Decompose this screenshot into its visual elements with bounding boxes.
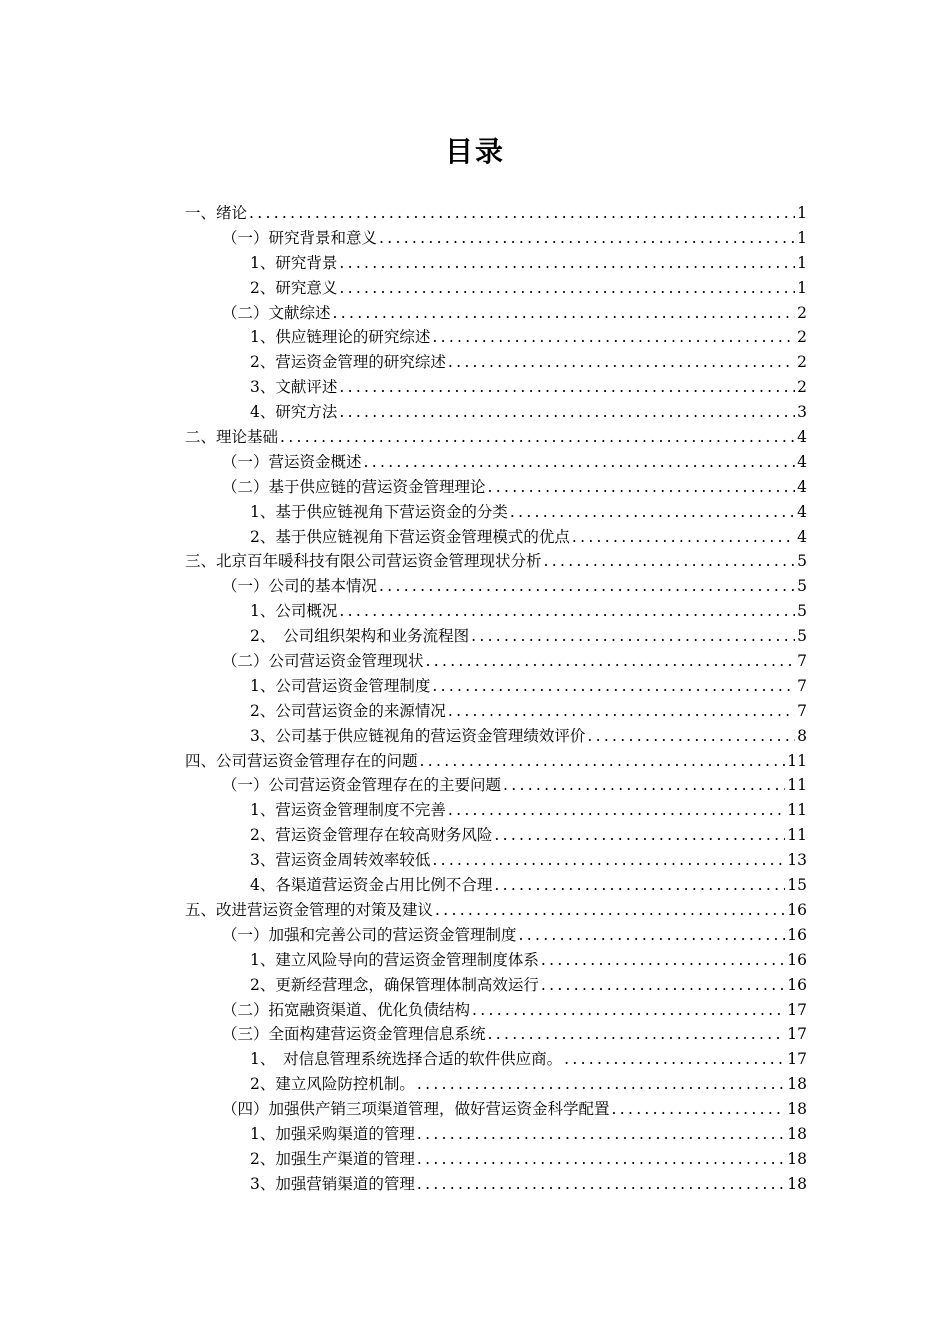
- toc-entry[interactable]: [185, 226, 807, 251]
- toc-entry-page-number: 18: [787, 1174, 807, 1193]
- dot-leader: [612, 1097, 786, 1122]
- toc-entry-label: 三、北京百年暖科技有限公司营运资金管理现状分析: [185, 552, 542, 571]
- toc-entry[interactable]: [185, 724, 807, 749]
- toc-entry-page-number: 5: [797, 552, 807, 571]
- toc-entry-page-number: 1: [797, 228, 807, 247]
- toc-entry-page-number: 11: [787, 751, 807, 770]
- toc-entry-label: （一）加强和完善公司的营运资金管理制度: [222, 925, 517, 944]
- toc-entry-label: 1、公司概况: [250, 602, 338, 621]
- toc-entry-label: （一）公司的基本情况: [222, 577, 378, 596]
- toc-entry-label: （一）研究背景和意义: [222, 228, 378, 247]
- toc-entry[interactable]: [185, 1022, 807, 1047]
- toc-entry-label: （二）拓宽融资渠道、优化负债结构: [222, 1000, 471, 1019]
- toc-entry-page-number: 16: [787, 925, 807, 944]
- dot-leader: [432, 848, 785, 873]
- toc-entry-page-number: 11: [787, 776, 807, 795]
- toc-entry[interactable]: [185, 276, 807, 301]
- toc-entry[interactable]: [185, 624, 807, 649]
- dot-leader: [448, 350, 795, 375]
- toc-entry-label: 2、基于供应链视角下营运资金管理模式的优点: [250, 527, 570, 546]
- toc-entry-page-number: 16: [787, 975, 807, 994]
- toc-entry-page-number: 5: [797, 602, 807, 621]
- toc-entry-label: 五、改进营运资金管理的对策及建议: [185, 900, 434, 919]
- dot-leader: [379, 226, 795, 251]
- toc-entry-page-number: 4: [797, 452, 807, 471]
- toc-entry-label: 1、营运资金管理制度不完善: [250, 801, 446, 820]
- page-title: 目录: [444, 135, 505, 168]
- toc-entry[interactable]: [185, 1122, 807, 1147]
- dot-leader: [488, 475, 796, 500]
- toc-entry[interactable]: [185, 798, 807, 823]
- toc-entry-page-number: 5: [797, 627, 807, 646]
- toc-entry[interactable]: [185, 400, 807, 425]
- toc-entry-page-number: 7: [797, 701, 807, 720]
- dot-leader: [564, 1047, 785, 1072]
- toc-entry[interactable]: [185, 251, 807, 276]
- toc-entry-label: 2、加强生产渠道的管理: [250, 1149, 415, 1168]
- dot-leader: [587, 724, 795, 749]
- toc-entry[interactable]: [185, 823, 807, 848]
- dot-leader: [364, 450, 796, 475]
- toc-entry-page-number: 4: [797, 428, 807, 447]
- dot-leader: [339, 251, 795, 276]
- toc-entry[interactable]: [185, 1147, 807, 1172]
- toc-entry-label: 2、研究意义: [250, 278, 338, 297]
- dot-leader: [417, 1172, 785, 1197]
- toc-entry-label: 2、营运资金管理的研究综述: [250, 353, 446, 372]
- toc-entry-page-number: 15: [787, 876, 807, 895]
- toc-entry[interactable]: [185, 749, 807, 774]
- dot-leader: [432, 325, 795, 350]
- toc-entry-label: 1、公司营运资金管理制度: [250, 676, 431, 695]
- toc-entry-label: （一）营运资金概述: [222, 452, 362, 471]
- toc-entry-page-number: 4: [797, 477, 807, 496]
- toc-entry-page-number: 11: [787, 826, 807, 845]
- toc-entry-label: 2、更新经营理念，确保管理体制高效运行: [250, 975, 539, 994]
- toc-entry-label: 1、 对信息管理系统选择合适的软件供应商。: [250, 1050, 563, 1069]
- toc-entry[interactable]: [185, 1097, 807, 1122]
- toc-entry-page-number: 2: [797, 353, 807, 372]
- toc-entry-page-number: 18: [787, 1100, 807, 1119]
- dot-leader: [435, 898, 785, 923]
- toc-entry[interactable]: [185, 699, 807, 724]
- toc-entry-label: 3、营运资金周转效率较低: [250, 851, 431, 870]
- toc-entry-page-number: 17: [787, 1000, 807, 1019]
- toc-entry-page-number: 18: [787, 1075, 807, 1094]
- toc-entry-page-number: 18: [787, 1124, 807, 1143]
- dot-leader: [448, 798, 785, 823]
- toc-entry-label: （二）基于供应链的营运资金管理理论: [222, 477, 486, 496]
- dot-leader: [472, 998, 785, 1023]
- toc-entry-page-number: 1: [797, 278, 807, 297]
- toc-entry[interactable]: [185, 599, 807, 624]
- dot-leader: [544, 549, 796, 574]
- toc-entry-label: 3、加强营销渠道的管理: [250, 1174, 415, 1193]
- table-of-contents: [185, 201, 807, 1197]
- toc-entry-label: 1、建立风险导向的营运资金管理制度体系: [250, 950, 539, 969]
- toc-entry-page-number: 2: [797, 328, 807, 347]
- toc-entry-label: 二、理论基础: [185, 428, 279, 447]
- toc-entry[interactable]: [185, 923, 807, 948]
- toc-entry[interactable]: [185, 674, 807, 699]
- toc-entry-label: （二）文献综述: [222, 303, 331, 322]
- toc-entry[interactable]: [185, 500, 807, 525]
- toc-entry-label: 2、 公司组织架构和业务流程图: [250, 627, 470, 646]
- dot-leader: [510, 500, 795, 525]
- dot-leader: [339, 375, 795, 400]
- toc-entry[interactable]: [185, 1172, 807, 1197]
- toc-entry[interactable]: [185, 325, 807, 350]
- toc-entry-label: 1、研究背景: [250, 253, 338, 272]
- dot-leader: [494, 823, 785, 848]
- toc-entry-page-number: 17: [787, 1050, 807, 1069]
- dot-leader: [333, 301, 796, 326]
- toc-entry[interactable]: [185, 549, 807, 574]
- dot-leader: [426, 649, 796, 674]
- dot-leader: [379, 574, 795, 599]
- toc-entry-page-number: 5: [797, 577, 807, 596]
- toc-entry[interactable]: [185, 1047, 807, 1072]
- toc-entry-page-number: 18: [787, 1149, 807, 1168]
- toc-entry-label: （三）全面构建营运资金管理信息系统: [222, 1025, 486, 1044]
- dot-leader: [503, 773, 785, 798]
- toc-entry[interactable]: [185, 873, 807, 898]
- toc-entry[interactable]: [185, 773, 807, 798]
- toc-entry[interactable]: [185, 350, 807, 375]
- dot-leader: [339, 276, 795, 301]
- toc-entry-label: （四）加强供产销三项渠道管理，做好营运资金科学配置: [222, 1100, 610, 1119]
- dot-leader: [488, 1022, 786, 1047]
- toc-entry-label: （二）公司营运资金管理现状: [222, 652, 424, 671]
- toc-entry-label: 四、公司营运资金管理存在的问题: [185, 751, 418, 770]
- toc-entry[interactable]: [185, 375, 807, 400]
- dot-leader: [432, 674, 795, 699]
- toc-entry[interactable]: [185, 649, 807, 674]
- toc-entry[interactable]: [185, 948, 807, 973]
- dot-leader: [519, 923, 786, 948]
- toc-entry-label: 2、营运资金管理存在较高财务风险: [250, 826, 493, 845]
- toc-entry-page-number: 4: [797, 502, 807, 521]
- toc-entry[interactable]: [185, 475, 807, 500]
- toc-entry-page-number: 1: [797, 253, 807, 272]
- dot-leader: [417, 1072, 785, 1097]
- toc-entry[interactable]: [185, 301, 807, 326]
- toc-entry-label: 3、公司基于供应链视角的营运资金管理绩效评价: [250, 726, 586, 745]
- toc-entry-page-number: 1: [797, 204, 807, 222]
- dot-leader: [417, 1122, 785, 1147]
- toc-entry-label: 3、文献评述: [250, 378, 338, 397]
- toc-entry-label: 2、公司营运资金的来源情况: [250, 701, 446, 720]
- dot-leader: [448, 699, 795, 724]
- toc-entry[interactable]: [185, 574, 807, 599]
- dot-leader: [420, 749, 786, 774]
- dot-leader: [339, 400, 795, 425]
- dot-leader: [339, 599, 795, 624]
- toc-entry[interactable]: [185, 525, 807, 550]
- toc-entry-label: 1、基于供应链视角下营运资金的分类: [250, 502, 508, 521]
- toc-entry-page-number: 16: [787, 950, 807, 969]
- toc-entry-page-number: 11: [787, 801, 807, 820]
- dot-leader: [280, 425, 795, 450]
- toc-entry-label: 2、建立风险防控机制。: [250, 1075, 415, 1094]
- dot-leader: [471, 624, 795, 649]
- toc-entry[interactable]: [185, 973, 807, 998]
- toc-entry[interactable]: [185, 1072, 807, 1097]
- toc-entry-page-number: 2: [797, 378, 807, 397]
- toc-entry-page-number: 17: [787, 1025, 807, 1044]
- toc-entry-page-number: 3: [797, 403, 807, 422]
- toc-entry[interactable]: [185, 898, 807, 923]
- toc-entry[interactable]: [185, 848, 807, 873]
- dot-leader: [417, 1147, 785, 1172]
- toc-entry-label: 1、加强采购渠道的管理: [250, 1124, 415, 1143]
- toc-entry-page-number: 13: [787, 851, 807, 870]
- toc-entry[interactable]: [185, 425, 807, 450]
- toc-entry[interactable]: [185, 201, 807, 226]
- toc-entry-label: （一）公司营运资金管理存在的主要问题: [222, 776, 502, 795]
- toc-entry[interactable]: [185, 450, 807, 475]
- toc-entry-page-number: 16: [787, 900, 807, 919]
- toc-entry-page-number: 7: [797, 676, 807, 695]
- toc-entry[interactable]: [185, 998, 807, 1023]
- dot-leader: [494, 873, 785, 898]
- toc-entry-label: 4、研究方法: [250, 403, 338, 422]
- toc-entry-page-number: 4: [797, 527, 807, 546]
- dot-leader: [572, 525, 795, 550]
- toc-entry-page-number: 2: [797, 303, 807, 322]
- toc-entry-page-number: 8: [797, 726, 807, 745]
- dot-leader: [249, 201, 795, 226]
- dot-leader: [541, 948, 785, 973]
- toc-entry-label: 4、各渠道营运资金占用比例不合理: [250, 876, 493, 895]
- toc-entry-label: 1、供应链理论的研究综述: [250, 328, 431, 347]
- toc-entry-label: 一、绪论: [185, 204, 248, 222]
- dot-leader: [541, 973, 785, 998]
- toc-entry-page-number: 7: [797, 652, 807, 671]
